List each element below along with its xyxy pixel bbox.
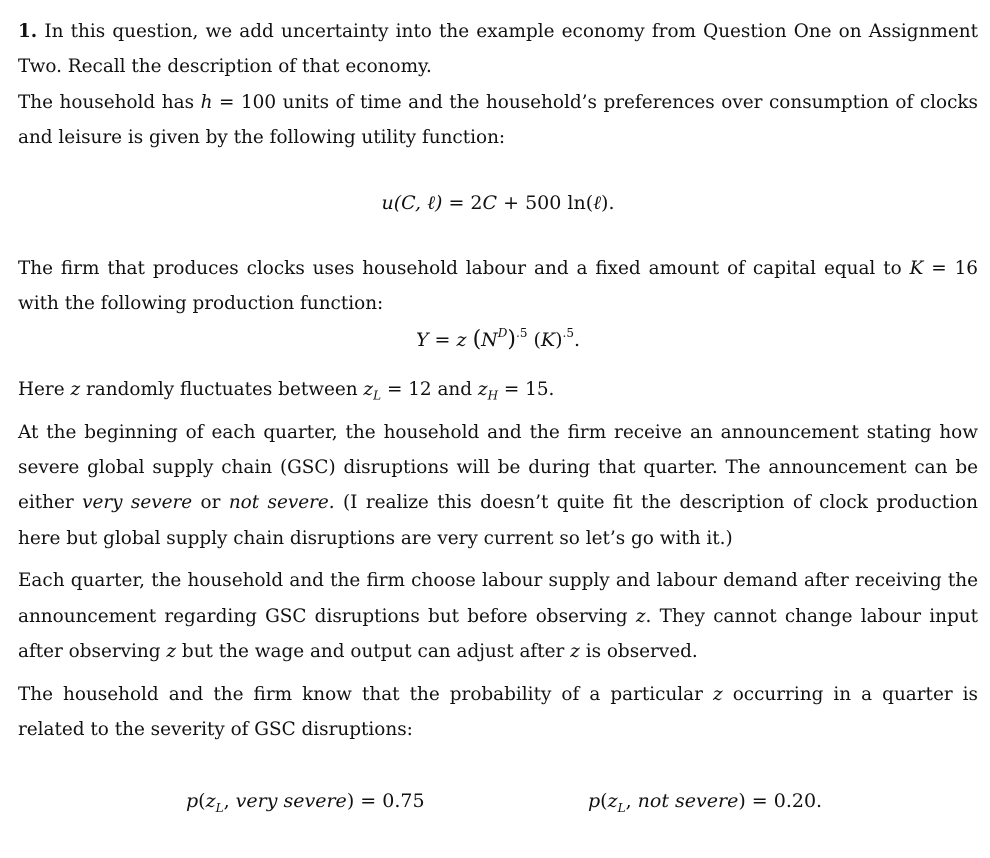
prod-exp-1: .5 <box>516 325 528 340</box>
zh-sub: H <box>487 388 499 403</box>
prob-right-p: p <box>588 790 601 813</box>
announcement-or: or <box>192 492 229 514</box>
prob-very-severe <box>186 784 425 819</box>
prod-n: N <box>481 328 498 351</box>
prob-intro-text-b: occurring in a quarter is related to the severity of GSC disruptions: <box>18 683 978 740</box>
question-intro <box>18 14 978 85</box>
prod-y: Y <box>415 328 429 351</box>
production-equation <box>18 322 978 358</box>
prob-right-comma: , <box>625 790 638 813</box>
household-text-b: units of time and the household’s preferences over consumption of clocks and leisure is given by the following utility function: <box>18 91 978 149</box>
prob-right-z: z <box>607 790 618 813</box>
prod-k-close: ) <box>555 328 563 351</box>
prod-eq: = <box>428 328 457 351</box>
prob-left-value: = 0.75 <box>354 790 425 813</box>
announcement-paragraph <box>18 415 978 557</box>
prob-left-open: ( <box>198 790 206 813</box>
prod-z: z <box>456 328 467 351</box>
question-page <box>18 14 978 820</box>
prob-right-open: ( <box>600 790 608 813</box>
household-paragraph <box>18 85 978 156</box>
probability-equations <box>18 784 978 820</box>
timing-z-3: z <box>570 641 580 663</box>
prob-left-cond: very severe <box>235 790 347 813</box>
prob-left-comma: , <box>223 790 236 813</box>
utility-ell: ℓ <box>593 191 602 214</box>
timing-text-b: . They cannot change labour input after observing <box>18 605 978 663</box>
z-range-text-a: Here <box>18 379 71 401</box>
announcement-text-b: (I realize this doesn’t quite fit the description of clock production here but global supply chain disruptions are very current so let’s go with it.) <box>18 492 978 549</box>
intro-text: In this question, we add uncertainty into the example economy from Question One on Assignment Two. Recall the description of that economy. <box>18 21 978 78</box>
h-value: = 100 <box>212 91 277 113</box>
prod-paren-open: ( <box>472 326 482 352</box>
prob-right-close: ) <box>738 790 746 813</box>
prob-left-sub: L <box>215 801 224 816</box>
question-number: 1. <box>18 21 38 42</box>
zl-sub: L <box>373 388 382 403</box>
firm-paragraph <box>18 251 978 322</box>
timing-paragraph <box>18 563 978 669</box>
prod-d-sup: D <box>497 325 508 340</box>
h-variable: h <box>200 91 213 113</box>
prod-exp-2: .5 <box>562 325 574 340</box>
prob-right-cond: not severe <box>637 790 739 813</box>
timing-text-c: but the wage and output can adjust after <box>176 641 571 663</box>
utility-u: u <box>381 191 394 214</box>
timing-text-d: is observed. <box>579 641 698 663</box>
prod-paren-close: ) <box>507 326 516 352</box>
prob-intro-text-a: The household and the firm know that the probability of a particular <box>18 683 713 705</box>
zh-var: z <box>477 379 488 401</box>
prod-k-open: ( <box>533 328 541 351</box>
utility-args: (C, ℓ) <box>393 191 443 214</box>
prob-right-value: = 0.20. <box>745 790 823 813</box>
z-range-text-b: randomly fluctuates between <box>80 379 364 401</box>
prob-not-severe <box>588 784 822 819</box>
prod-k: K <box>540 328 556 351</box>
very-severe-term: very severe <box>82 492 193 514</box>
not-severe-term: not severe. <box>228 492 335 514</box>
utility-log: + 500 ln( <box>497 191 594 214</box>
zl-var: z <box>363 379 374 401</box>
z-range-z: z <box>70 379 81 401</box>
household-text-a: The household has <box>18 91 201 113</box>
prob-left-z: z <box>205 790 216 813</box>
timing-z-1: z <box>635 605 646 627</box>
prob-left-p: p <box>186 790 199 813</box>
prod-end: . <box>574 328 581 351</box>
z-range-paragraph <box>18 372 978 407</box>
prob-right-sub: L <box>617 801 626 816</box>
probability-intro-paragraph <box>18 677 978 748</box>
k-variable: K <box>909 258 924 280</box>
utility-coef: = 2 <box>442 191 483 214</box>
utility-c: C <box>482 191 498 214</box>
utility-end: ). <box>601 191 615 214</box>
firm-text-b: with the following production function: <box>18 293 384 315</box>
timing-text-a: Each quarter, the household and the firm choose labour supply and labour demand after receiving the announcement regarding GSC disruptions but before observing <box>18 570 978 627</box>
announcement-text-a: At the beginning of each quarter, the household and the firm receive an announcement stating how severe global supply chain (GSC) disruptions will be during that quarter. The announcement can be either <box>18 421 978 514</box>
zh-value: = 15. <box>498 379 555 401</box>
utility-equation <box>18 186 978 221</box>
k-value: = 16 <box>923 258 978 280</box>
prob-left-close: ) <box>346 790 355 813</box>
prob-intro-z: z <box>712 683 723 705</box>
timing-z-2: z <box>166 641 177 663</box>
firm-text-a: The firm that produces clocks uses household labour and a fixed amount of capital equal to <box>18 258 910 280</box>
zl-value: = 12 and <box>381 379 478 401</box>
